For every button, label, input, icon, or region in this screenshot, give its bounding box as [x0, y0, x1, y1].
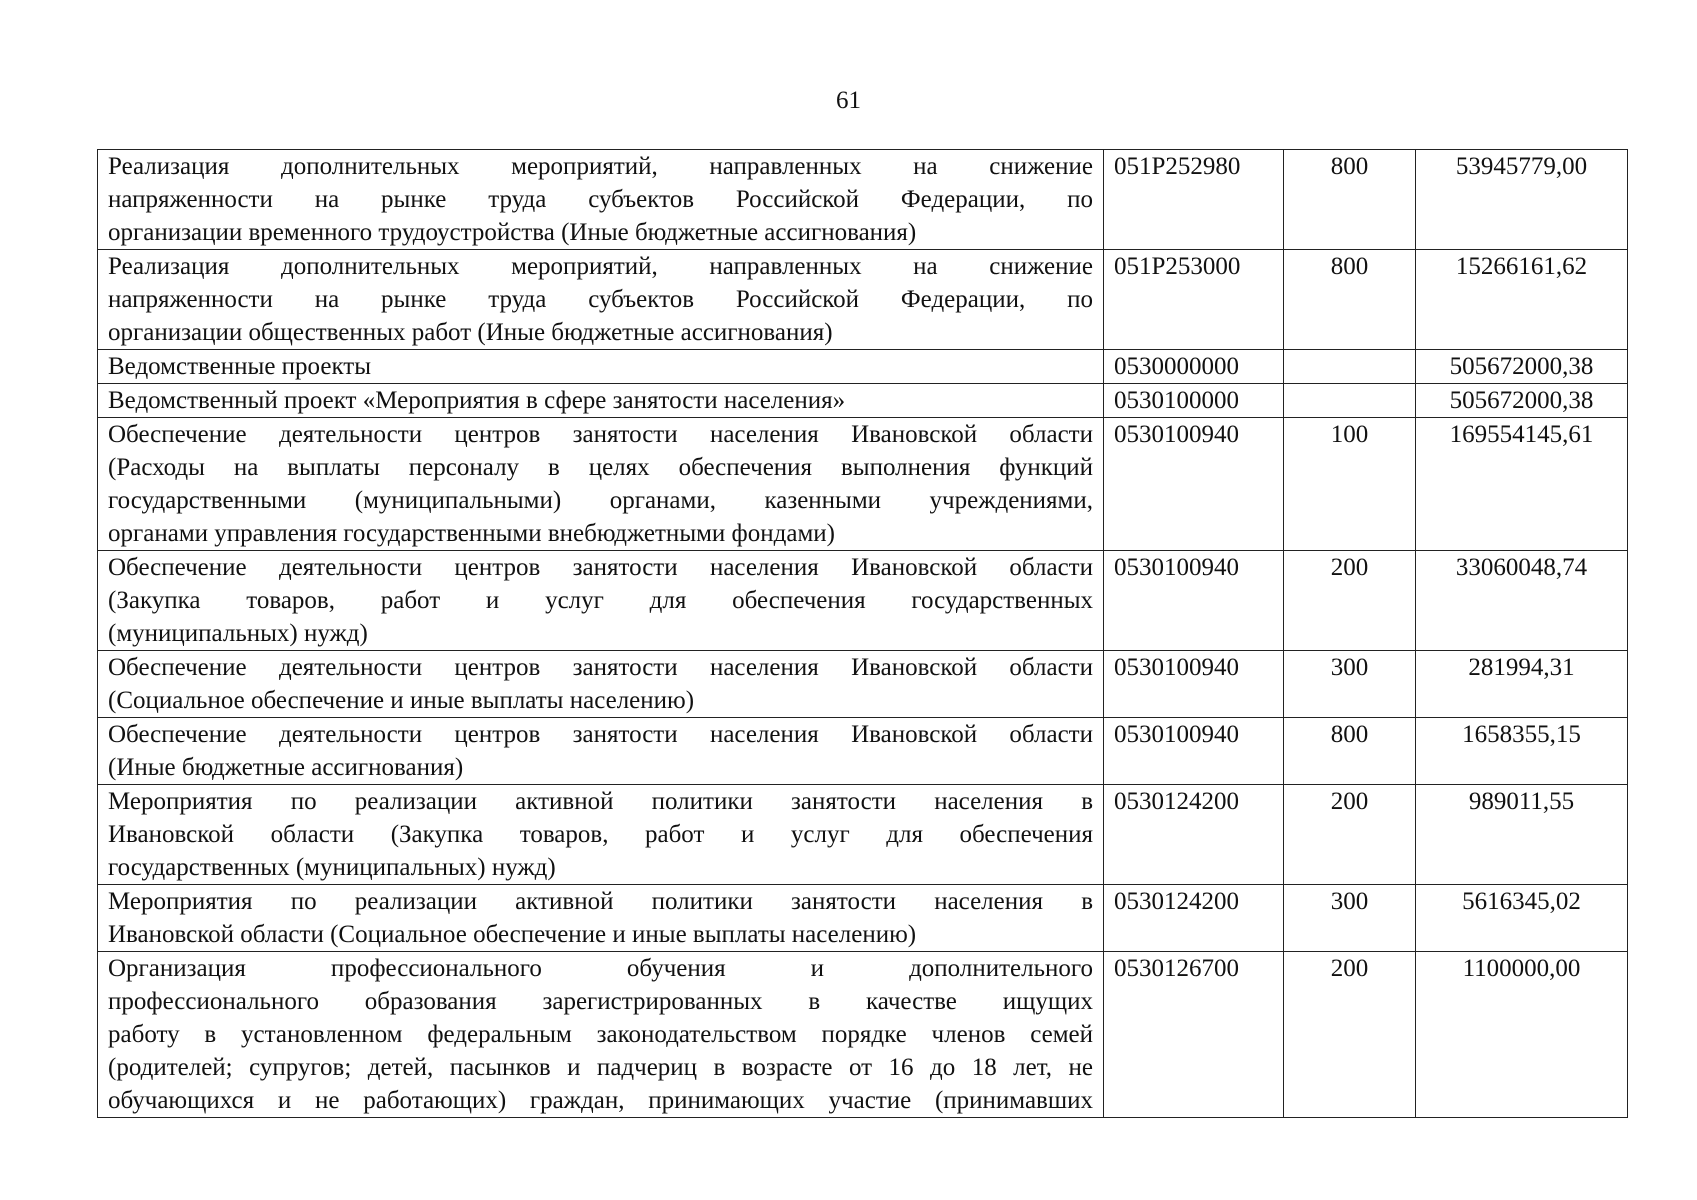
amount-cell: 505672000,38: [1416, 350, 1628, 384]
target-article-code-cell: 0530100940: [1104, 418, 1284, 551]
expense-name-line: профессионального образования зарегистрированных в качестве ищущих: [108, 988, 1093, 1015]
expense-name-line: органами управления государственными внебюджетными фондами): [108, 520, 835, 547]
expense-name-line: государственных (муниципальных) нужд): [108, 854, 556, 881]
amount-cell: 15266161,62: [1416, 250, 1628, 350]
expense-name-line: Мероприятия по реализации активной политики занятости населения в: [108, 788, 1093, 815]
expense-name-cell: [98, 718, 1104, 785]
amount-cell: 5616345,02: [1416, 885, 1628, 952]
table-row: [98, 651, 1628, 718]
amount-cell: 989011,55: [1416, 785, 1628, 885]
amount-cell: 53945779,00: [1416, 150, 1628, 250]
expense-kind-cell: 800: [1284, 718, 1416, 785]
budget-table-body: [98, 150, 1628, 1118]
expense-name-cell: [98, 350, 1104, 384]
expense-kind-cell: 800: [1284, 150, 1416, 250]
expense-name-cell: [98, 418, 1104, 551]
expense-kind-cell: 200: [1284, 785, 1416, 885]
expense-kind-cell: 800: [1284, 250, 1416, 350]
target-article-code-cell: 051P253000: [1104, 250, 1284, 350]
expense-name-line: обучающихся и не работающих) граждан, принимающих участие (принимавших: [108, 1087, 1093, 1114]
table-row: [98, 350, 1628, 384]
expense-name-line: напряженности на рынке труда субъектов Российской Федерации, по: [108, 186, 1093, 213]
table-row: [98, 250, 1628, 350]
amount-cell: 169554145,61: [1416, 418, 1628, 551]
expense-name-cell: [98, 651, 1104, 718]
target-article-code-cell: 0530000000: [1104, 350, 1284, 384]
expense-name-cell: [98, 885, 1104, 952]
budget-table: [97, 149, 1628, 1118]
expense-name-line: Обеспечение деятельности центров занятости населения Ивановской области: [108, 421, 1093, 448]
expense-kind-cell: 200: [1284, 952, 1416, 1118]
expense-name-line: организации общественных работ (Иные бюджетные ассигнования): [108, 319, 833, 346]
table-row: [98, 718, 1628, 785]
amount-cell: 33060048,74: [1416, 551, 1628, 651]
expense-name-line: Организация профессионального обучения и дополнительного: [108, 955, 1093, 982]
expense-name-line: Ведомственный проект «Мероприятия в сфере занятости населения»: [108, 387, 846, 414]
expense-name-line: Ивановской области (Социальное обеспечение и иные выплаты населению): [108, 921, 917, 948]
expense-kind-cell: [1284, 350, 1416, 384]
expense-name-line: (Закупка товаров, работ и услуг для обеспечения государственных: [108, 587, 1093, 614]
table-row: [98, 952, 1628, 1118]
table-row: [98, 551, 1628, 651]
amount-cell: 281994,31: [1416, 651, 1628, 718]
expense-name-line: (Расходы на выплаты персоналу в целях обеспечения выполнения функций: [108, 454, 1093, 481]
target-article-code-cell: 0530124200: [1104, 885, 1284, 952]
expense-kind-cell: 100: [1284, 418, 1416, 551]
expense-kind-cell: 200: [1284, 551, 1416, 651]
target-article-code-cell: 0530124200: [1104, 785, 1284, 885]
expense-name-cell: [98, 785, 1104, 885]
expense-name-line: организации временного трудоустройства (Иные бюджетные ассигнования): [108, 219, 917, 246]
target-article-code-cell: 0530100000: [1104, 384, 1284, 418]
target-article-code-cell: 0530100940: [1104, 651, 1284, 718]
expense-kind-cell: 300: [1284, 885, 1416, 952]
expense-name-line: (муниципальных) нужд): [108, 620, 368, 647]
expense-name-line: Ведомственные проекты: [108, 353, 372, 380]
expense-name-line: Обеспечение деятельности центров занятости населения Ивановской области: [108, 721, 1093, 748]
amount-cell: 1100000,00: [1416, 952, 1628, 1118]
expense-name-line: Реализация дополнительных мероприятий, направленных на снижение: [108, 253, 1093, 280]
amount-cell: 505672000,38: [1416, 384, 1628, 418]
expense-name-line: (Социальное обеспечение и иные выплаты населению): [108, 687, 695, 714]
expense-name-line: Мероприятия по реализации активной политики занятости населения в: [108, 888, 1093, 915]
expense-name-line: (Иные бюджетные ассигнования): [108, 754, 464, 781]
expense-name-cell: [98, 551, 1104, 651]
target-article-code-cell: 051P252980: [1104, 150, 1284, 250]
expense-kind-cell: [1284, 384, 1416, 418]
expense-name-line: Реализация дополнительных мероприятий, направленных на снижение: [108, 153, 1093, 180]
expense-name-cell: [98, 384, 1104, 418]
target-article-code-cell: 0530100940: [1104, 718, 1284, 785]
target-article-code-cell: 0530100940: [1104, 551, 1284, 651]
expense-kind-cell: 300: [1284, 651, 1416, 718]
table-row: [98, 785, 1628, 885]
expense-name-line: напряженности на рынке труда субъектов Российской Федерации, по: [108, 286, 1093, 313]
amount-cell: 1658355,15: [1416, 718, 1628, 785]
expense-name-line: Ивановской области (Закупка товаров, работ и услуг для обеспечения: [108, 821, 1093, 848]
expense-name-line: государственными (муниципальными) органами, казенными учреждениями,: [108, 487, 1093, 514]
table-row: [98, 885, 1628, 952]
expense-name-line: работу в установленном федеральным законодательством порядке членов семей: [108, 1021, 1093, 1048]
page-number: 61: [836, 87, 861, 114]
expense-name-line: Обеспечение деятельности центров занятости населения Ивановской области: [108, 654, 1093, 681]
table-row: [98, 384, 1628, 418]
expense-name-cell: [98, 250, 1104, 350]
table-row: [98, 150, 1628, 250]
expense-name-cell: [98, 952, 1104, 1118]
expense-name-cell: [98, 150, 1104, 250]
target-article-code-cell: 0530126700: [1104, 952, 1284, 1118]
expense-name-line: (родителей; супругов; детей, пасынков и падчериц в возрасте от 16 до 18 лет, не: [108, 1054, 1093, 1081]
table-row: [98, 418, 1628, 551]
expense-name-line: Обеспечение деятельности центров занятости населения Ивановской области: [108, 554, 1093, 581]
